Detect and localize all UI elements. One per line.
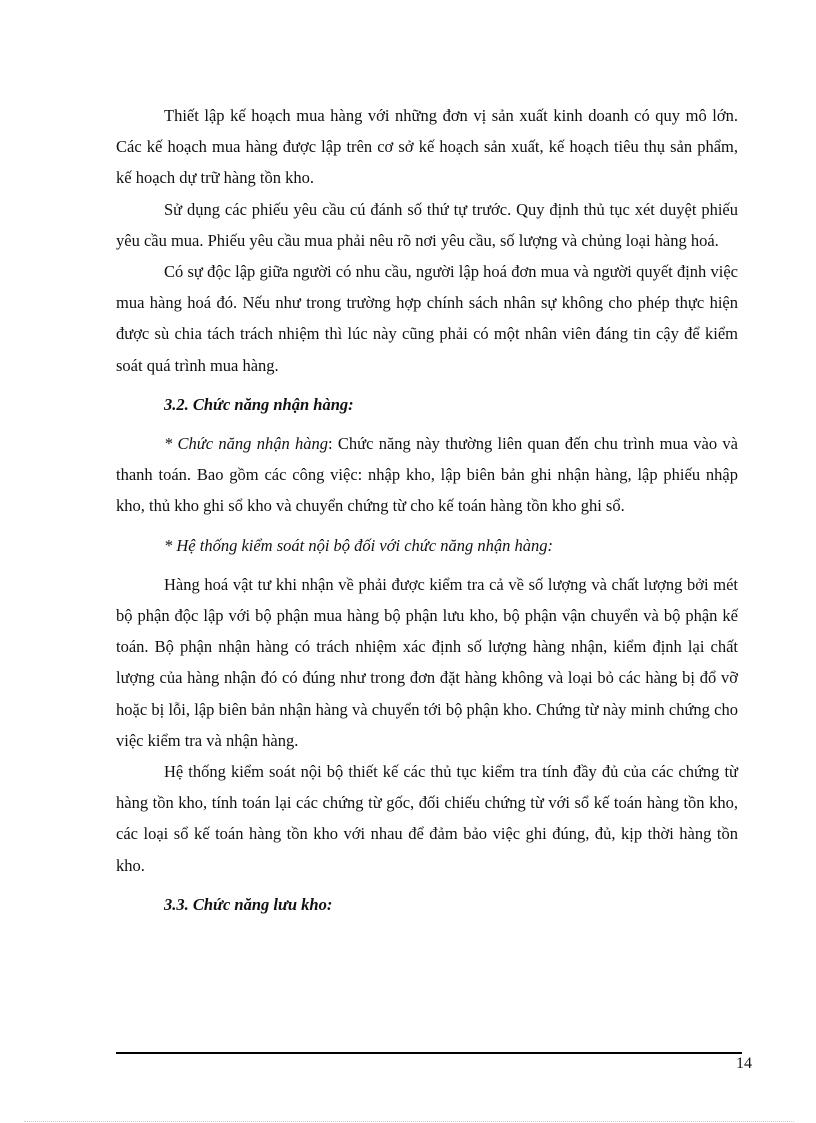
page-bottom-divider [24,1121,794,1122]
paragraph-control-procedures: Hệ thống kiểm soát nội bộ thiết kế các thủ tục kiểm tra tính đầy đủ của các chứng từ hàng tồn kho, tính toán lại các chứng từ gốc, đối chiếu chứng từ với sổ kế toán hàng tồn kho, các loại sổ kế toán hàng tồn kho với nhau để đảm bảo việc ghi đúng, đủ, kịp thời hàng tồn kho. [116,762,738,875]
paragraph-receiving-function [116,428,738,522]
receiving-function-text: : Chức năng này thường liên quan đến chu trình mua vào và thanh toán. Bao gồm các công việc: nhập kho, lập biên bản ghi nhận hàng, lập phiếu nhập kho, thủ kho ghi sổ kho và chuyển chứng từ cho kế toán hàng tồn kho ghi sổ. [116,434,739,516]
footer-rule [116,1052,742,1054]
receiving-function-label: * Chức năng nhận hàng [164,434,329,454]
paragraph-purchase-planning: Thiết lập kế hoạch mua hàng với những đơn vị sản xuất kinh doanh có quy mô lớn. Các kế hoạch mua hàng được lập trên cơ sở kế hoạch sản xuất, kế hoạch tiêu thụ sản phẩm, kế hoạch dự trữ hàng tồn kho. [116,106,738,188]
section-heading-3-2: 3.2. Chức năng nhận hàng: [164,394,354,414]
internal-control-label: * Hệ thống kiểm soát nội bộ đối với chức năng nhận hàng: [164,535,553,555]
section-heading-3-3: 3.3. Chức năng lưu kho: [164,894,333,914]
paragraph-request-forms: Sử dụng các phiếu yêu cầu cú đánh số thứ tự trước. Quy định thủ tục xét duyệt phiếu yêu cầu mua. Phiếu yêu cầu mua phải nêu rõ nơi yêu cầu, số lượng và chủng loại hàng hoá. [116,199,738,250]
page-number: 14 [736,1055,752,1072]
document-body [116,100,738,920]
paragraph-receiving-inspection: Hàng hoá vật tư khi nhận về phải được kiểm tra cả về số lượng và chất lượng bởi mét bộ phận độc lập với bộ phận mua hàng bộ phận lưu kho, bộ phận vận chuyển và bộ phận kế toán. Bộ phận nhận hàng có trách nhiệm xác định số lượng hàng nhận, kiểm định lại chất lượng của hàng nhận đó có đúng như trong đơn đặt hàng không và loại bỏ các hàng bị đổ vỡ hoặc bị lỗi, lập biên bản nhận hàng và chuyển tới bộ phận kho. Chứng từ này minh chứng cho việc kiểm tra và nhận hàng. [116,574,738,750]
paragraph-segregation-duties: Có sự độc lập giữa người có nhu cầu, người lập hoá đơn mua và người quyết định việc mua hàng hoá đó. Nếu như trong trường hợp chính sách nhân sự không cho phép thực hiện được sù chia tách trách nhiệm thì lúc này cũng phải có một nhân viên đáng tin cậy để kiểm soát quá trình mua hàng. [116,262,738,375]
